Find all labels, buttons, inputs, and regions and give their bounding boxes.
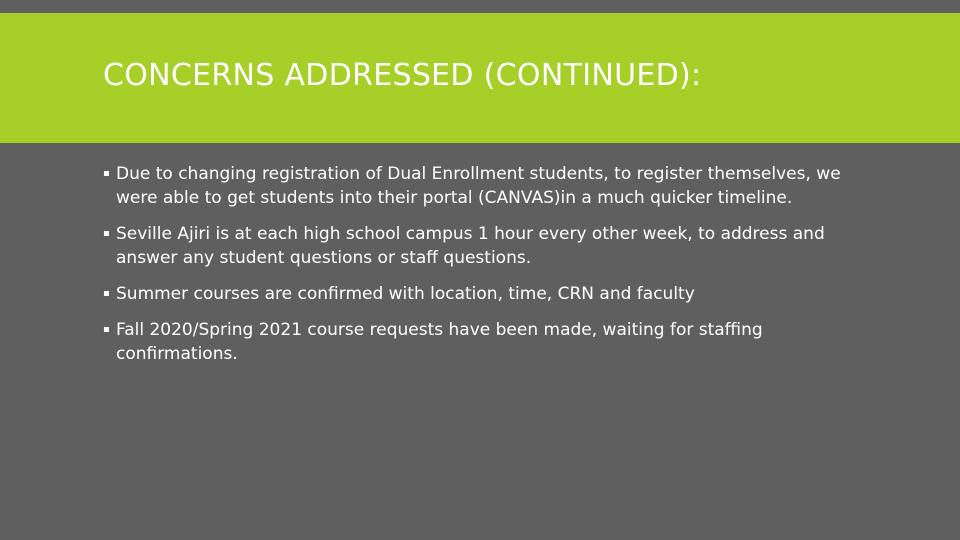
bullet-marker-icon: ▪ [103,168,110,179]
bullet-marker-icon: ▪ [103,288,110,299]
bullet-marker-icon: ▪ [103,324,110,335]
top-strip [0,0,960,13]
bullet-item [103,318,863,366]
bullet-text: Due to changing registration of Dual Enrollment students, to register themselves, we were able to get students into their portal (CANVAS)in a much quicker timeline. [116,164,841,208]
bullet-marker-icon: ▪ [103,228,110,239]
bullet-text: Summer courses are confirmed with location, time, CRN and faculty [116,284,695,304]
bullet-text: Seville Ajiri is at each high school campus 1 hour every other week, to address and answer any student questions or staff questions. [116,224,825,268]
slide-title: CONCERNS ADDRESSED (CONTINUED): [103,58,702,93]
bullet-item [103,282,863,306]
bullet-item [103,222,863,270]
bullet-text: Fall 2020/Spring 2021 course requests have been made, waiting for staffing confirmations. [116,320,763,364]
bullet-list [103,162,863,378]
bullet-item [103,162,863,210]
